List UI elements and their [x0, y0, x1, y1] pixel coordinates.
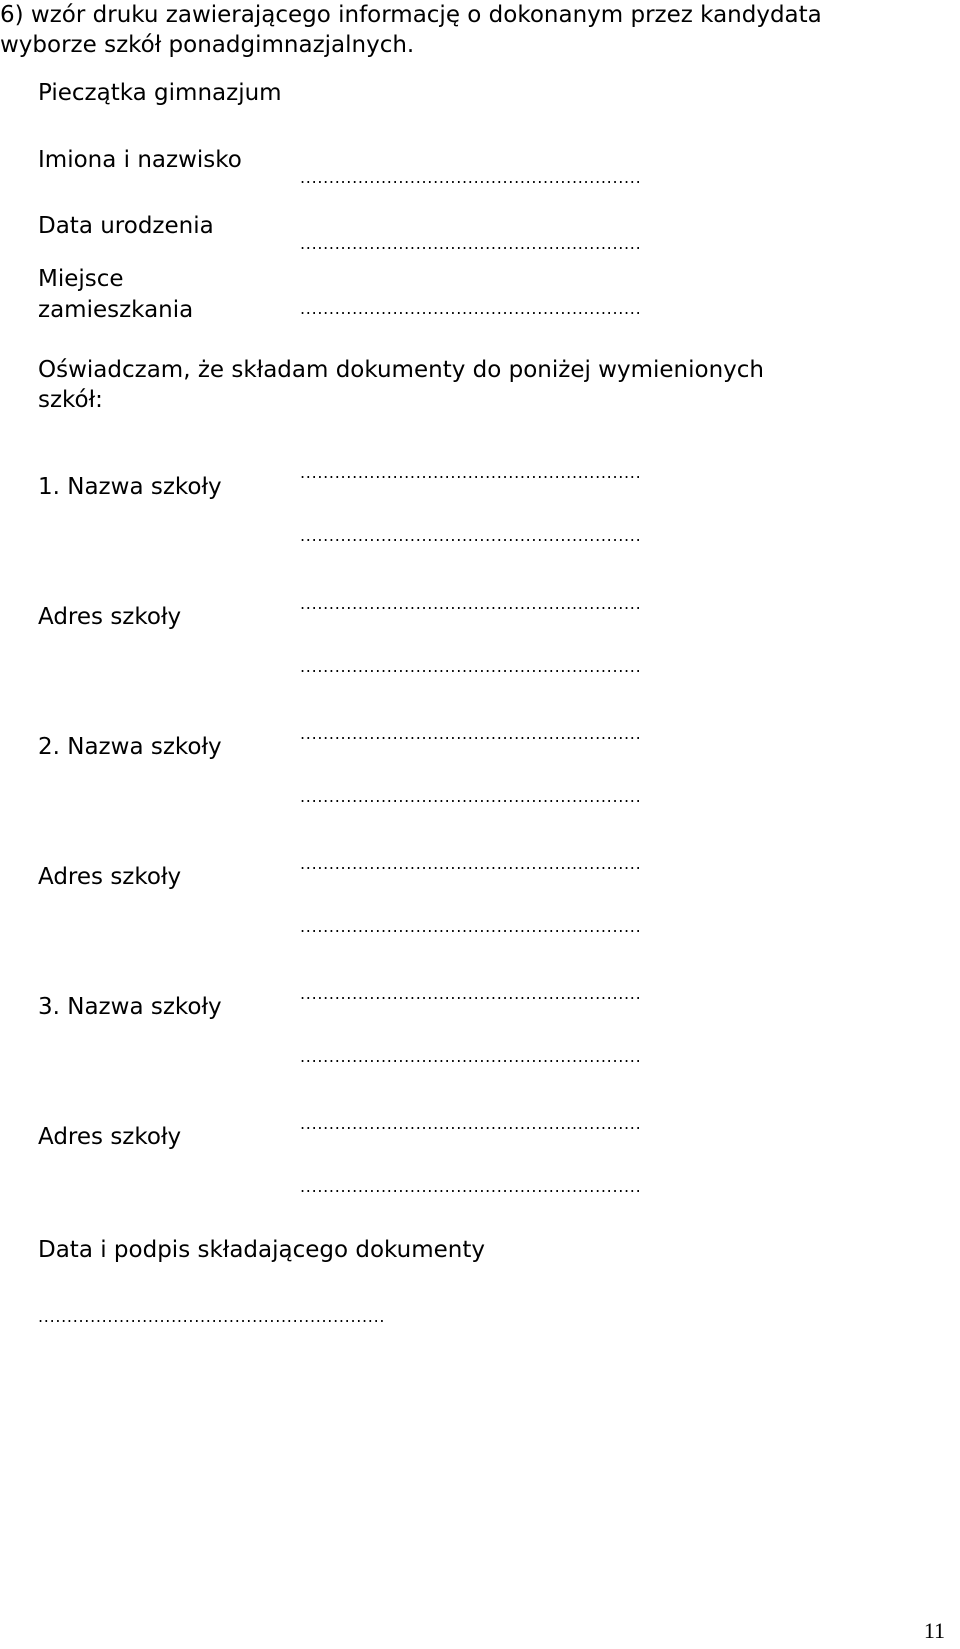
residence-field[interactable]: ........................................................... [300, 299, 642, 318]
signature-field[interactable]: ............................................................ [38, 1307, 386, 1326]
page-number: 11 [923, 1618, 945, 1643]
header-line-1: 6) wzór druku zawierającego informację o dokonanym przez kandydata [0, 2, 822, 28]
school-3-address-label: Adres szkoły [38, 1124, 182, 1150]
school-3-address-field-2[interactable]: ........................................................... [300, 1177, 642, 1196]
name-field[interactable]: ........................................................... [300, 168, 642, 187]
school-1-name-field-2[interactable]: ........................................................... [300, 526, 642, 545]
birth-date-label: Data urodzenia [38, 213, 214, 239]
residence-label-line-1: Miejsce [38, 266, 124, 292]
school-1-name-field-1[interactable]: ........................................................... [300, 463, 642, 482]
school-3-name-label: 3. Nazwa szkoły [38, 994, 222, 1020]
school-1-address-field-1[interactable]: ........................................................... [300, 594, 642, 613]
declaration-line-2: szkół: [38, 387, 103, 413]
residence-label-line-2: zamieszkania [38, 297, 194, 323]
declaration-line-1: Oświadczam, że składam dokumenty do poniżej wymienionych [38, 357, 764, 383]
school-3-name-field-2[interactable]: ........................................................... [300, 1047, 642, 1066]
header-line-2: wyborze szkół ponadgimnazjalnych. [0, 32, 415, 58]
school-3-name-field-1[interactable]: ........................................................... [300, 984, 642, 1003]
name-label: Imiona i nazwisko [38, 147, 242, 173]
school-1-name-label: 1. Nazwa szkoły [38, 474, 222, 500]
school-2-name-label: 2. Nazwa szkoły [38, 734, 222, 760]
school-3-address-field-1[interactable]: ........................................................... [300, 1114, 642, 1133]
birth-date-field[interactable]: ........................................................... [300, 234, 642, 253]
school-2-name-field-1[interactable]: ........................................................... [300, 724, 642, 743]
school-2-address-label: Adres szkoły [38, 864, 182, 890]
school-2-address-field-2[interactable]: ........................................................... [300, 917, 642, 936]
school-1-address-field-2[interactable]: ........................................................... [300, 657, 642, 676]
school-2-name-field-2[interactable]: ........................................................... [300, 787, 642, 806]
school-1-address-label: Adres szkoły [38, 604, 182, 630]
school-2-address-field-1[interactable]: ........................................................... [300, 854, 642, 873]
signature-label: Data i podpis składającego dokumenty [38, 1237, 485, 1263]
stamp-label: Pieczątka gimnazjum [38, 80, 282, 106]
